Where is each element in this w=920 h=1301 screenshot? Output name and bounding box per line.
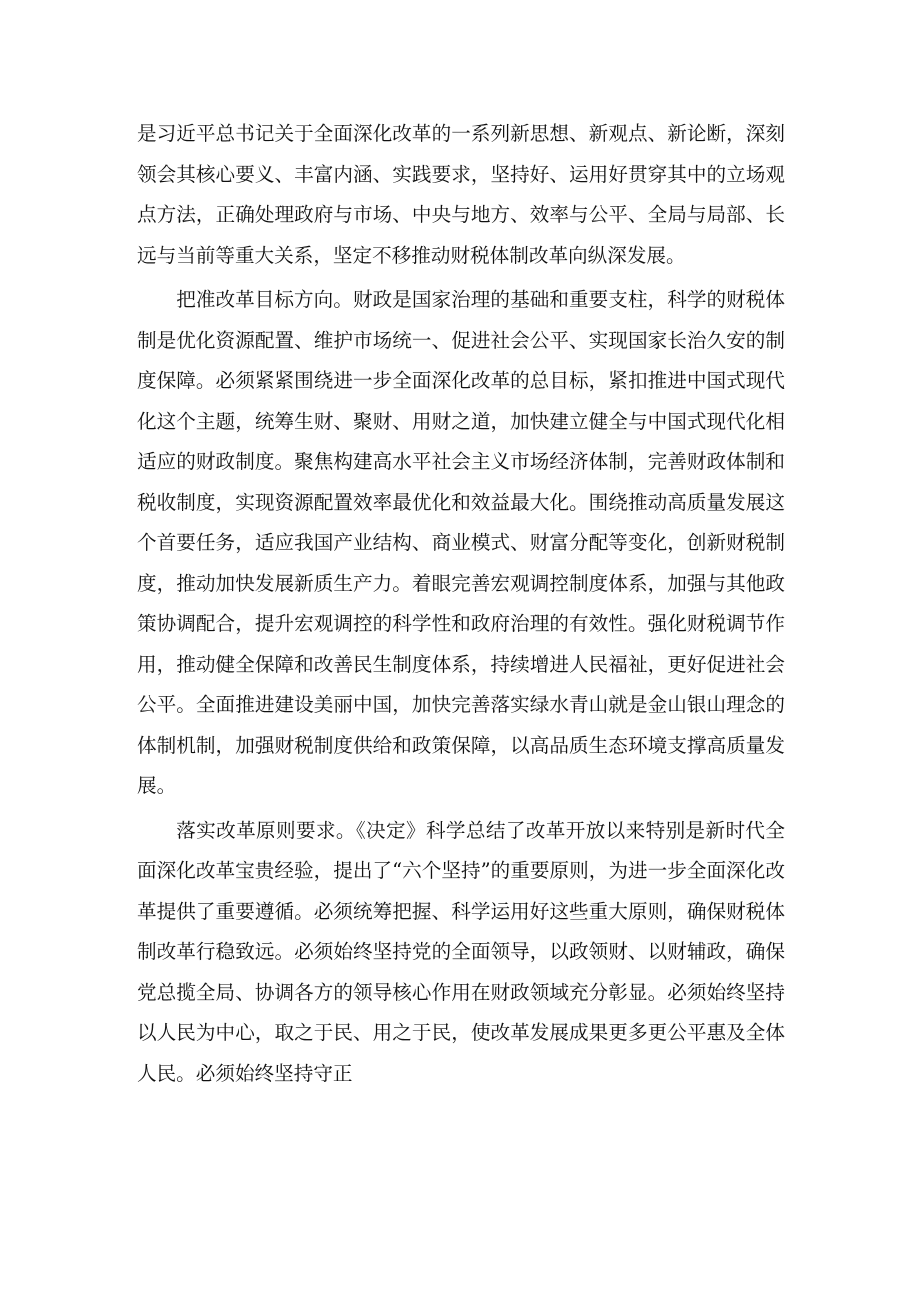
paragraph-reform-principles: 落实改革原则要求。《决定》科学总结了改革开放以来特别是新时代全面深化改革宝贵经验，提出了“六个坚持”的重要原则，为进一步全面深化改革提供了重要遵循。必须统筹把握、科学运用好这些重大原则，确保财税体制改革行稳致远。必须始终坚持党的全面领导，以政领财、以财辅政，确保党总揽全局、协调各方的领导核心作用在财政领域充分彰显。必须始终坚持以人民为中心，取之于民、用之于民，使改革发展成果更多更公平惠及全体人民。必须始终坚持守正: [137, 818, 785, 1085]
paragraph-continuation: 是习近平总书记关于全面深化改革的一系列新思想、新观点、新论断，深刻领会其核心要义、丰富内涵、实践要求，坚持好、运用好贯穿其中的立场观点方法，正确处理政府与市场、中央与地方、效率与公平、全局与局部、长远与当前等重大关系，坚定不移推动财税体制改革向纵深发展。: [137, 122, 785, 267]
document-body: [137, 114, 785, 1094]
paragraph-reform-goals: 把准改革目标方向。财政是国家治理的基础和重要支柱，科学的财税体制是优化资源配置、维护市场统一、促进社会公平、实现国家长治久安的制度保障。必须紧紧围绕进一步全面深化改革的总目标，紧扣推进中国式现代化这个主题，统筹生财、聚财、用财之道，加快建立健全与中国式现代化相适应的财政制度。聚焦构建高水平社会主义市场经济体制，完善财政体制和税收制度，实现资源配置效率最优化和效益最大化。围绕推动高质量发展这个首要任务，适应我国产业结构、商业模式、财富分配等变化，创新财税制度，推动加快发展新质生产力。着眼完善宏观调控制度体系，加强与其他政策协调配合，提升宏观调控的科学性和政府治理的有效性。强化财税调节作用，推动健全保障和改善民生制度体系，持续增进人民福祉，更好促进社会公平。全面推进建设美丽中国，加快完善落实绿水青山就是金山银山理念的体制机制，加强财税制度供给和政策保障，以高品质生态环境支撑高质量发展。: [137, 288, 785, 797]
